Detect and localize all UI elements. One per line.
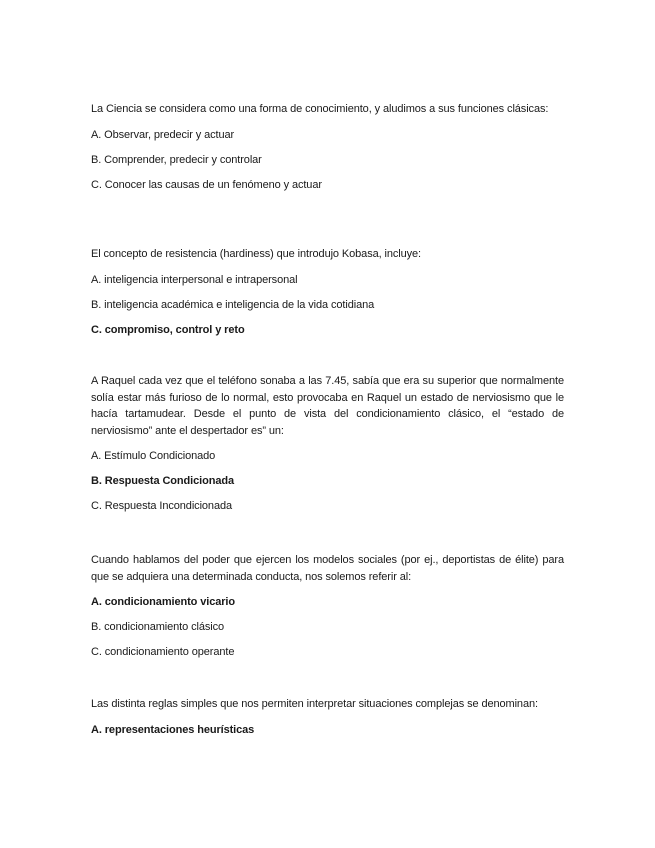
question-5 xyxy=(91,696,564,738)
question-3 xyxy=(91,373,564,514)
option-c: C. Conocer las causas de un fenómeno y actuar xyxy=(91,178,322,191)
option-a-correct: A. condicionamiento vicario xyxy=(91,596,235,608)
option-a: A. inteligencia interpersonal e intrapersonal xyxy=(91,273,298,286)
question-4 xyxy=(91,552,564,660)
option-c-correct: C. compromiso, control y reto xyxy=(91,323,245,336)
question-stem: Cuando hablamos del poder que ejercen los modelos sociales (por ej., deportistas de élite) para que se adquiera una determinada conducta, nos solemos referir al: xyxy=(91,554,564,583)
question-stem: A Raquel cada vez que el teléfono sonaba a las 7.45, sabía que era su superior que normalmente solía estar más furioso de lo normal, esto provocaba en Raquel un estado de nerviosismo que le hacía tartamudear. Desde el punto de vista del condicionamiento clásico, el “estado de nerviosismo” ante el despertador es” un: xyxy=(91,375,564,437)
option-c: C. condicionamiento operante xyxy=(91,646,235,658)
question-stem: Las distinta reglas simples que nos permiten interpretar situaciones complejas se denominan: xyxy=(91,698,538,710)
option-a-correct: A. representaciones heurísticas xyxy=(91,723,255,736)
option-b: B. condicionamiento clásico xyxy=(91,621,225,633)
option-a: A. Estímulo Condicionado xyxy=(91,450,216,462)
question-stem: El concepto de resistencia (hardiness) que introdujo Kobasa, incluye: xyxy=(91,248,422,260)
option-b-correct: B. Respuesta Condicionada xyxy=(91,475,234,487)
question-2 xyxy=(91,246,564,338)
option-b: B. inteligencia académica e inteligencia de la vida cotidiana xyxy=(91,298,375,311)
option-b: B. Comprender, predecir y controlar xyxy=(91,153,262,166)
option-c: C. Respuesta Incondicionada xyxy=(91,500,233,512)
question-1 xyxy=(91,101,564,193)
option-a: A. Observar, predecir y actuar xyxy=(91,128,235,141)
question-stem: La Ciencia se considera como una forma de conocimiento, y aludimos a sus funciones clásicas: xyxy=(91,103,549,115)
